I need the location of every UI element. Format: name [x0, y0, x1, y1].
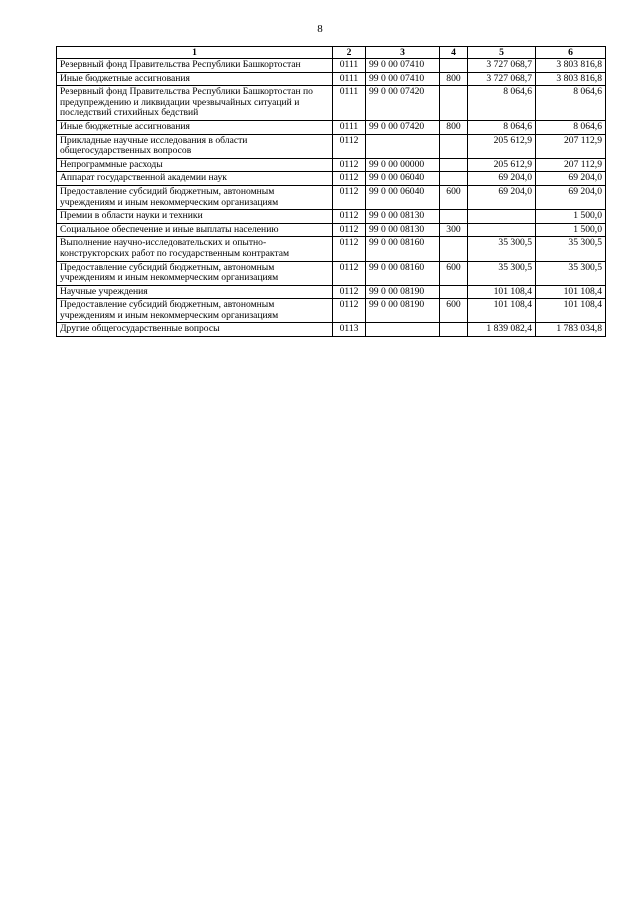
expense-type: 600	[440, 299, 468, 323]
amount-year-1: 35 300,5	[468, 237, 536, 261]
target-article: 99 0 00 08130	[366, 210, 440, 224]
item-name: Предоставление субсидий бюджетным, автономным учреждениям и иным некоммерческим организациям	[57, 185, 333, 209]
section-code: 0111	[333, 120, 366, 134]
target-article: 99 0 00 08160	[366, 237, 440, 261]
amount-year-2: 35 300,5	[536, 237, 606, 261]
item-name: Предоставление субсидий бюджетным, автономным учреждениям и иным некоммерческим организациям	[57, 299, 333, 323]
amount-year-1: 69 204,0	[468, 185, 536, 209]
table-row	[57, 285, 606, 299]
table-row	[57, 120, 606, 134]
expense-type	[440, 323, 468, 337]
column-header-1: 1	[57, 47, 333, 59]
amount-year-1: 35 300,5	[468, 261, 536, 285]
table-row	[57, 261, 606, 285]
target-article	[366, 134, 440, 158]
section-code: 0111	[333, 86, 366, 121]
item-name: Резервный фонд Правительства Республики Башкортостан по предупреждению и ликвидации чрезвычайных ситуаций и последствий стихийных бедствий	[57, 86, 333, 121]
amount-year-1: 69 204,0	[468, 172, 536, 186]
table-row	[57, 134, 606, 158]
amount-year-2: 3 803 816,8	[536, 59, 606, 73]
item-name: Непрограммные расходы	[57, 158, 333, 172]
amount-year-1: 101 108,4	[468, 299, 536, 323]
expense-type	[440, 134, 468, 158]
item-name: Прикладные научные исследования в области общегосударственных вопросов	[57, 134, 333, 158]
table-row	[57, 210, 606, 224]
item-name: Другие общегосударственные вопросы	[57, 323, 333, 337]
amount-year-2: 1 500,0	[536, 210, 606, 224]
table-row	[57, 237, 606, 261]
table-row	[57, 86, 606, 121]
target-article: 99 0 00 08190	[366, 299, 440, 323]
target-article: 99 0 00 08190	[366, 285, 440, 299]
expense-type	[440, 172, 468, 186]
amount-year-1: 205 612,9	[468, 134, 536, 158]
target-article: 99 0 00 06040	[366, 172, 440, 186]
section-code: 0112	[333, 134, 366, 158]
target-article: 99 0 00 08130	[366, 223, 440, 237]
expense-type: 800	[440, 120, 468, 134]
section-code: 0113	[333, 323, 366, 337]
item-name: Премии в области науки и техники	[57, 210, 333, 224]
table-row	[57, 299, 606, 323]
amount-year-1: 3 727 068,7	[468, 72, 536, 86]
amount-year-2: 1 500,0	[536, 223, 606, 237]
amount-year-2: 101 108,4	[536, 285, 606, 299]
column-header-2: 2	[333, 47, 366, 59]
column-header-4: 4	[440, 47, 468, 59]
amount-year-1: 3 727 068,7	[468, 59, 536, 73]
section-code: 0112	[333, 261, 366, 285]
table-row	[57, 185, 606, 209]
expense-type: 600	[440, 185, 468, 209]
expense-type: 300	[440, 223, 468, 237]
amount-year-2: 207 112,9	[536, 158, 606, 172]
table-row	[57, 72, 606, 86]
table-row	[57, 59, 606, 73]
section-code: 0111	[333, 72, 366, 86]
expense-type	[440, 158, 468, 172]
amount-year-2: 35 300,5	[536, 261, 606, 285]
amount-year-1	[468, 210, 536, 224]
amount-year-1	[468, 223, 536, 237]
expense-type	[440, 86, 468, 121]
amount-year-2: 1 783 034,8	[536, 323, 606, 337]
target-article: 99 0 00 07420	[366, 120, 440, 134]
amount-year-1: 8 064,6	[468, 86, 536, 121]
table-row	[57, 158, 606, 172]
target-article	[366, 323, 440, 337]
table-body	[57, 59, 606, 337]
table-header	[57, 47, 606, 59]
amount-year-2: 69 204,0	[536, 185, 606, 209]
section-code: 0112	[333, 237, 366, 261]
amount-year-2: 8 064,6	[536, 86, 606, 121]
column-header-3: 3	[366, 47, 440, 59]
section-code: 0112	[333, 210, 366, 224]
column-header-6: 6	[536, 47, 606, 59]
expense-type: 600	[440, 261, 468, 285]
section-code: 0112	[333, 172, 366, 186]
item-name: Научные учреждения	[57, 285, 333, 299]
target-article: 99 0 00 00000	[366, 158, 440, 172]
table-row	[57, 323, 606, 337]
budget-table	[56, 46, 606, 337]
section-code: 0112	[333, 285, 366, 299]
table-row	[57, 172, 606, 186]
page-number: 8	[317, 23, 323, 35]
target-article: 99 0 00 06040	[366, 185, 440, 209]
column-header-5: 5	[468, 47, 536, 59]
amount-year-1: 205 612,9	[468, 158, 536, 172]
amount-year-2: 8 064,6	[536, 120, 606, 134]
item-name: Предоставление субсидий бюджетным, автономным учреждениям и иным некоммерческим организациям	[57, 261, 333, 285]
target-article: 99 0 00 07420	[366, 86, 440, 121]
amount-year-2: 101 108,4	[536, 299, 606, 323]
section-code: 0112	[333, 158, 366, 172]
expense-type	[440, 285, 468, 299]
item-name: Социальное обеспечение и иные выплаты населению	[57, 223, 333, 237]
amount-year-1: 8 064,6	[468, 120, 536, 134]
section-code: 0112	[333, 223, 366, 237]
amount-year-2: 69 204,0	[536, 172, 606, 186]
expense-type	[440, 59, 468, 73]
target-article: 99 0 00 08160	[366, 261, 440, 285]
section-code: 0112	[333, 185, 366, 209]
amount-year-1: 1 839 082,4	[468, 323, 536, 337]
section-code: 0111	[333, 59, 366, 73]
item-name: Выполнение научно-исследовательских и опытно-конструкторских работ по государственным контрактам	[57, 237, 333, 261]
expense-type	[440, 237, 468, 261]
item-name: Резервный фонд Правительства Республики Башкортостан	[57, 59, 333, 73]
target-article: 99 0 00 07410	[366, 59, 440, 73]
item-name: Иные бюджетные ассигнования	[57, 120, 333, 134]
header-row	[57, 47, 606, 59]
amount-year-1: 101 108,4	[468, 285, 536, 299]
item-name: Иные бюджетные ассигнования	[57, 72, 333, 86]
item-name: Аппарат государственной академии наук	[57, 172, 333, 186]
amount-year-2: 3 803 816,8	[536, 72, 606, 86]
expense-type	[440, 210, 468, 224]
target-article: 99 0 00 07410	[366, 72, 440, 86]
amount-year-2: 207 112,9	[536, 134, 606, 158]
section-code: 0112	[333, 299, 366, 323]
expense-type: 800	[440, 72, 468, 86]
table-row	[57, 223, 606, 237]
